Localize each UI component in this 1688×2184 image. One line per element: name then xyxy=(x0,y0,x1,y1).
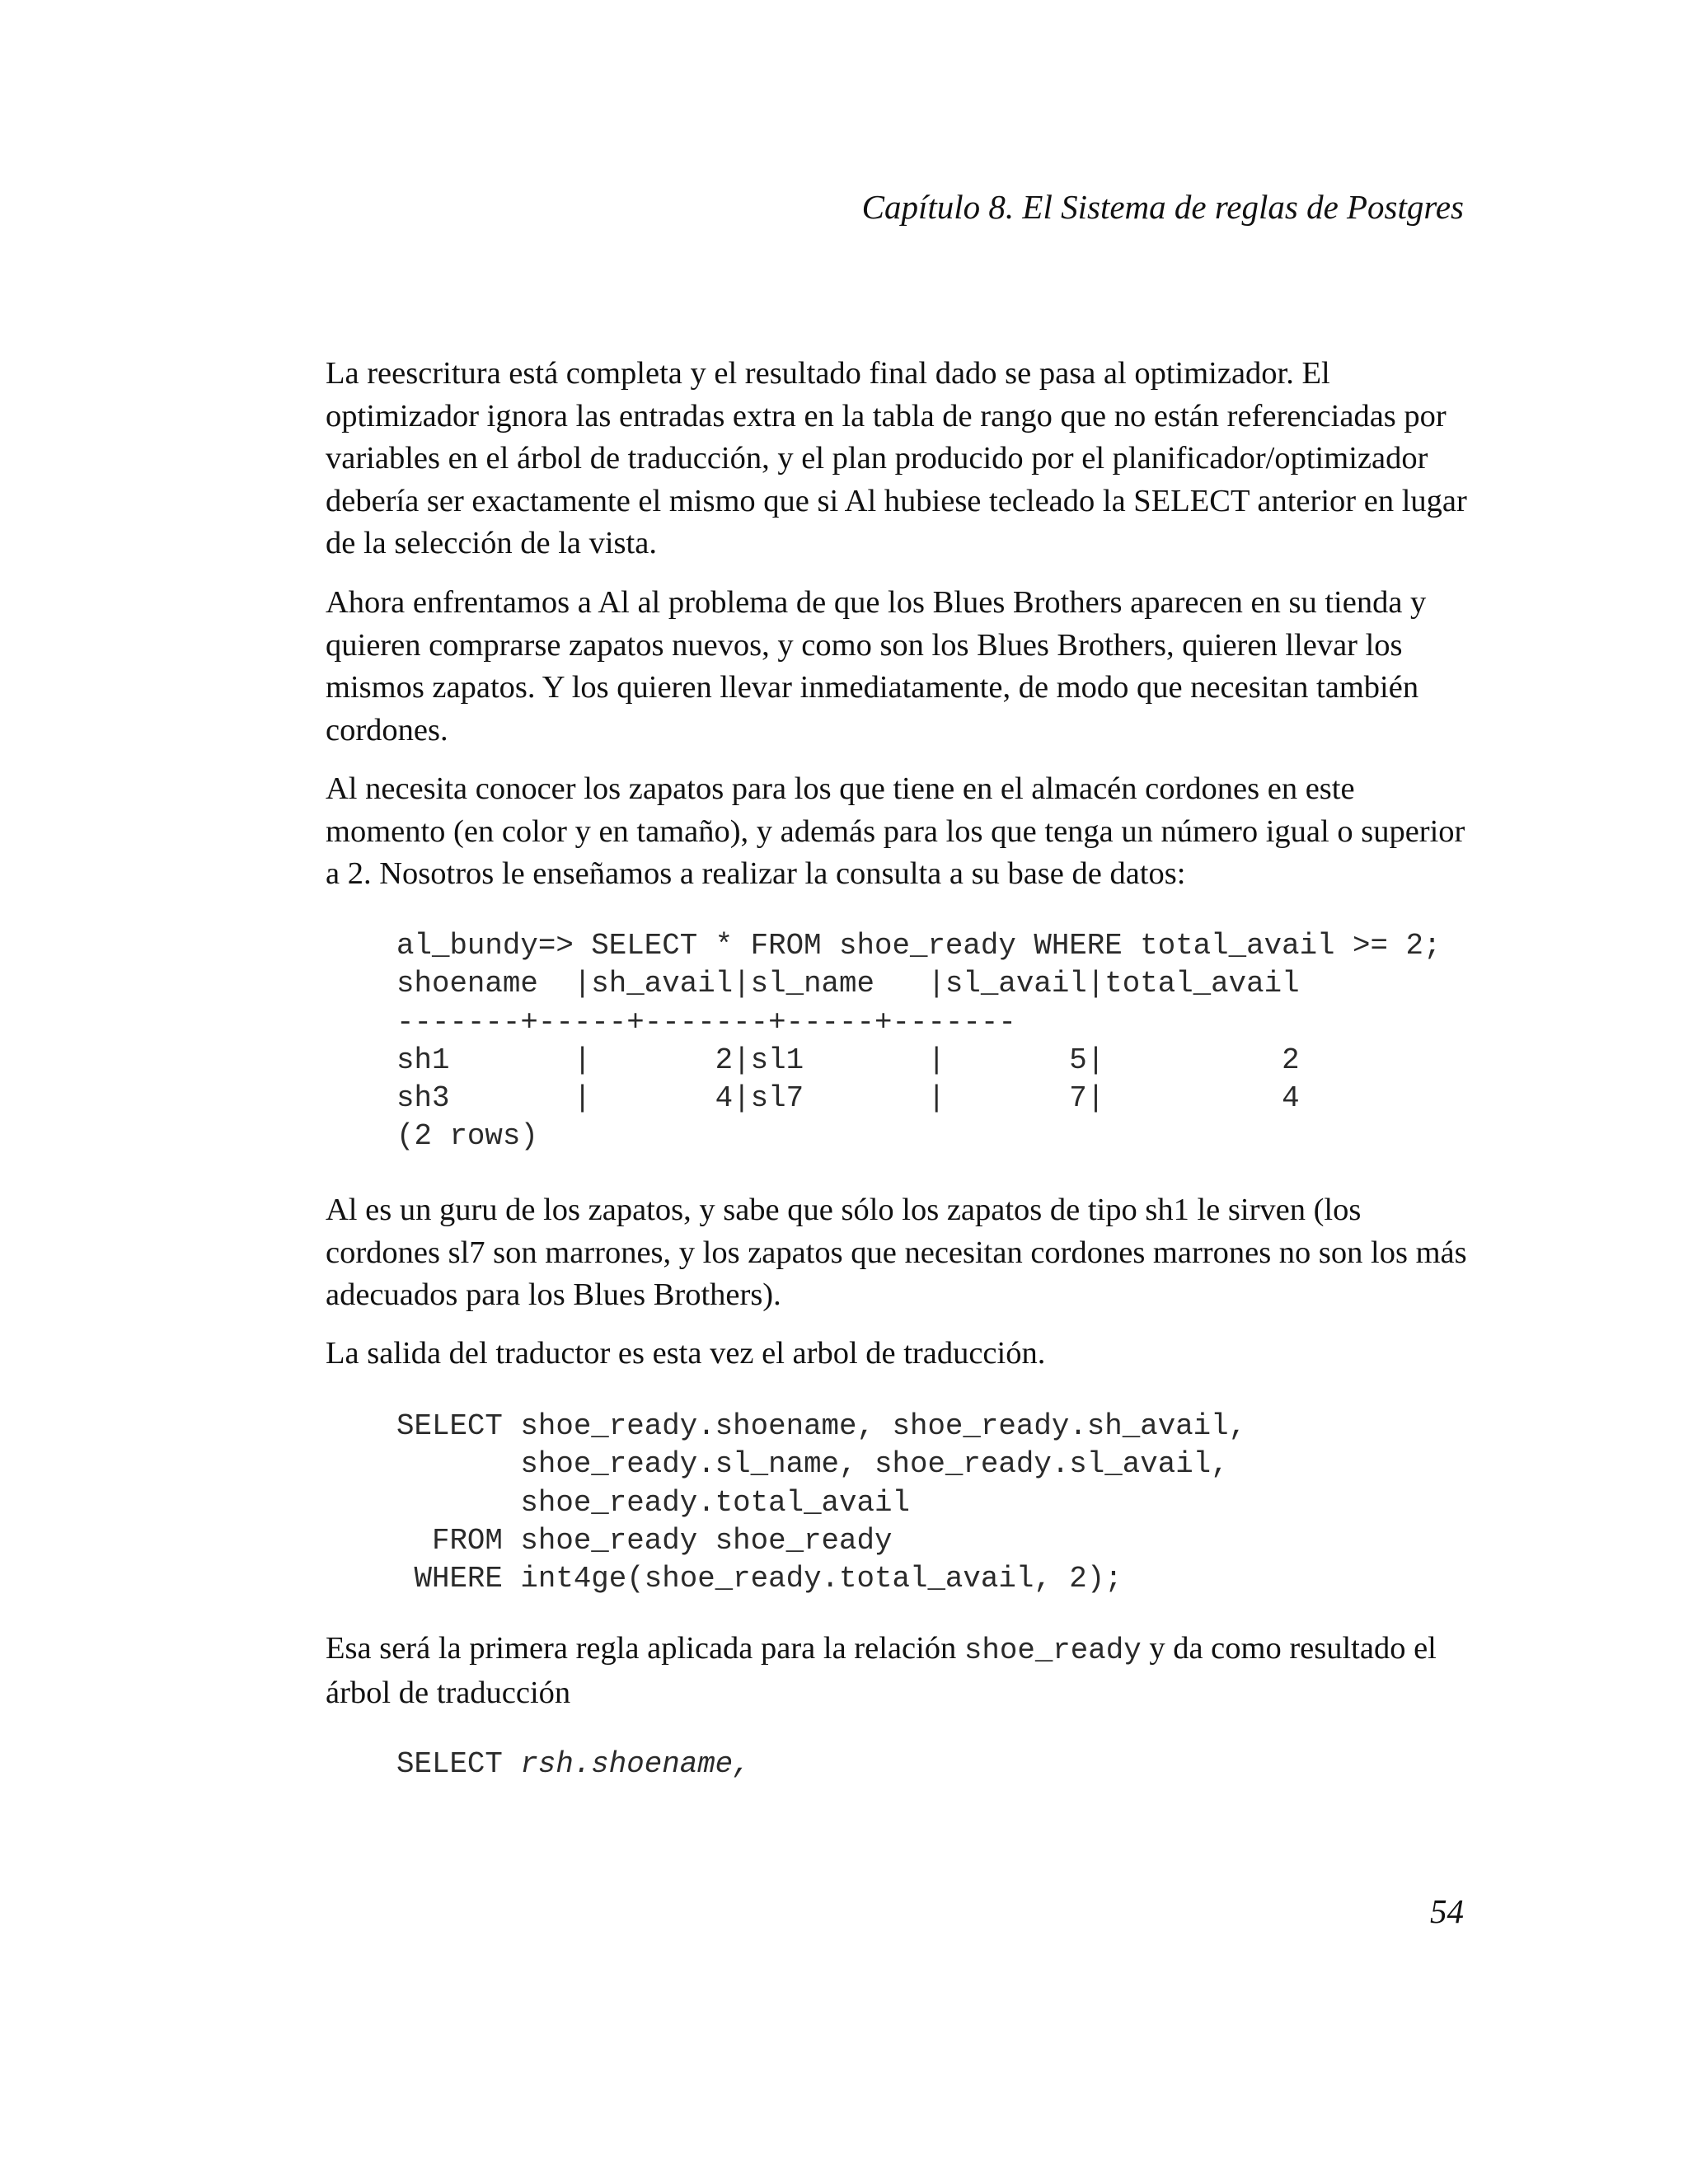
paragraph-translator-output: La salida del traductor es esta vez el arbol de traducción. xyxy=(326,1336,1046,1371)
paragraph-text-before-code: Esa será la primera regla aplicada para la relación xyxy=(326,1631,964,1666)
running-header: Capítulo 8. El Sistema de reglas de Postgres xyxy=(861,188,1464,226)
code-select-keyword: SELECT xyxy=(396,1747,521,1781)
code-rewritten-start xyxy=(396,1746,751,1783)
paragraph-shoe-guru: Al es un guru de los zapatos, y sabe que sólo los zapatos de tipo sh1 le sirven (los cordones sl7 son marrones, y los zapatos que necesitan cordones marrones no son los más adecuados para los Blues Brothers). xyxy=(326,1193,1467,1312)
code-query-result: al_bundy=> SELECT * FROM shoe_ready WHERE total_avail >= 2; shoename |sh_avail|sl_name |sl_avail|total_avail -------+-----+-------+-----+------- sh1 | 2|sl1 | 5| 2 sh3 | 4|sl7 | 7| 4 (2 rows) xyxy=(396,929,1442,1154)
page-number: 54 xyxy=(1430,1892,1464,1930)
paragraph-blues-brothers: Ahora enfrentamos a Al al problema de que los Blues Brothers aparecen en su tienda y quieren comprarse zapatos nuevos, y como son los Blues Brothers, quieren llevar los mismos zapatos. Y los quieren llevar inmediatamente, de modo que necesitan también cordones. xyxy=(326,585,1427,748)
paragraph-first-rule xyxy=(326,1628,1471,1714)
code-italic-column: rsh.shoename, xyxy=(520,1747,751,1781)
paragraph-text-after-code: y da como resultado el árbol de traducción xyxy=(326,1631,1437,1710)
inline-code-shoe-ready: shoe_ready xyxy=(964,1633,1142,1667)
paragraph-rewrite-complete: La reescritura está completa y el resultado final dado se pasa al optimizador. El optimizador ignora las entradas extra en la tabla de rango que no están referenciadas por variables en el árbol de traducción, y el plan producido por el planificador/optimizador debería ser exactamente el mismo que si Al hubiese tecleado la SELECT anterior en lugar de la selección de la vista. xyxy=(326,356,1467,560)
code-parse-tree: SELECT shoe_ready.shoename, shoe_ready.sh_avail, shoe_ready.sl_name, shoe_ready.sl_avail, shoe_ready.total_avail FROM shoe_ready shoe_ready WHERE int4ge(shoe_ready.total_avail, 2); xyxy=(396,1409,1247,1596)
paragraph-query-intro: Al necesita conocer los zapatos para los que tiene en el almacén cordones en este momento (en color y en tamaño), y además para los que tenga un número igual o superior a 2. Nosotros le enseñamos a realizar la consulta a su base de datos: xyxy=(326,771,1465,891)
